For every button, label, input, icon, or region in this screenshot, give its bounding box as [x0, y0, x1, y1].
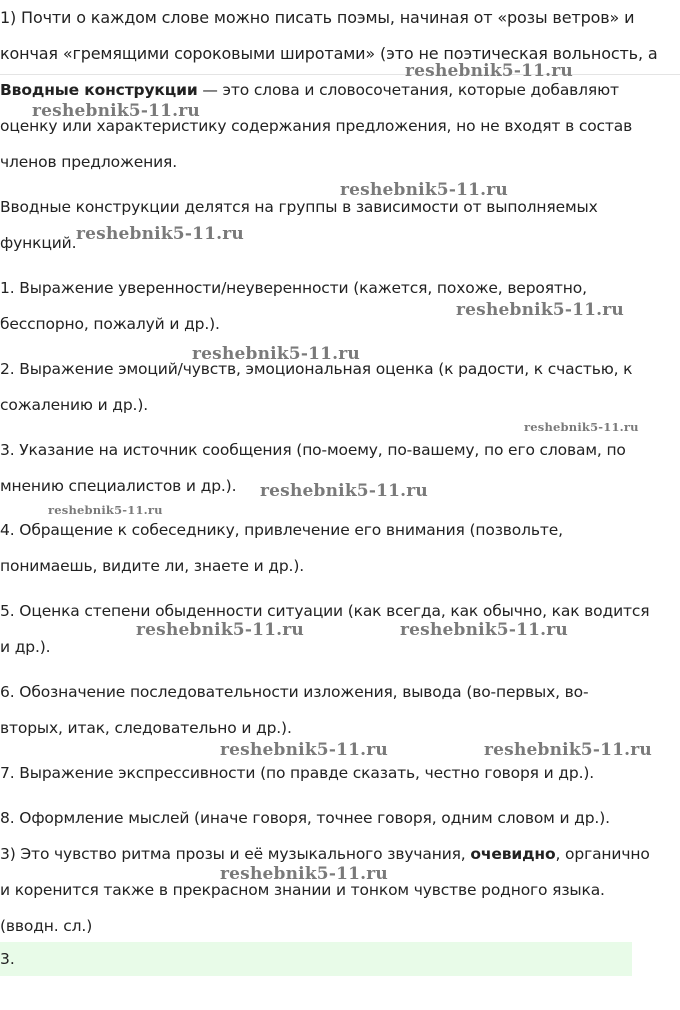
- group-3-line-1: 3. Указание на источник сообщения (по-моему, по-вашему, по его словам, по: [0, 441, 626, 459]
- sentence-3-end: , органично: [555, 845, 650, 863]
- watermark: reshebnik5-11.ru: [192, 344, 360, 364]
- group-7: 7. Выражение экспрессивности (по правде сказать, честно говоря и др.).: [0, 764, 595, 782]
- sentence-3-line-2: и коренится также в прекрасном знании и тонком чувстве родного языка.: [0, 881, 605, 899]
- group-5-line-1: 5. Оценка степени обыденности ситуации (как всегда, как обычно, как водится: [0, 602, 650, 620]
- group-1-line-2: бесспорно, пожалуй и др.).: [0, 315, 220, 333]
- watermark: reshebnik5-11.ru: [340, 180, 508, 200]
- theory-definition-line-2: оценку или характеристику содержания предложения, но не входят в состав: [0, 117, 633, 135]
- watermark: reshebnik5-11.ru: [260, 481, 428, 501]
- watermark: reshebnik5-11.ru: [48, 503, 163, 517]
- watermark: reshebnik5-11.ru: [405, 61, 573, 81]
- group-4-line-2: понимаешь, видите ли, знаете и др.).: [0, 557, 305, 575]
- watermark: reshebnik5-11.ru: [484, 740, 652, 760]
- watermark: reshebnik5-11.ru: [136, 620, 304, 640]
- sentence-3-note: (вводн. сл.): [0, 917, 93, 935]
- group-6-line-1: 6. Обозначение последовательности изложения, вывода (во-первых, во-: [0, 683, 589, 701]
- theory-definition-rest: — это слова и словосочетания, которые добавляют: [197, 81, 619, 99]
- sentence-3-line-1: [0, 844, 650, 864]
- group-2-line-2: сожалению и др.).: [0, 396, 148, 414]
- task-line-1: 1) Почти о каждом слове можно писать поэмы, начиная от «розы ветров» и: [0, 8, 635, 27]
- watermark: reshebnik5-11.ru: [32, 101, 200, 121]
- group-8: 8. Оформление мыслей (иначе говоря, точнее говоря, одним словом и др.).: [0, 809, 610, 827]
- group-4-line-1: 4. Обращение к собеседнику, привлечение его внимания (позвольте,: [0, 521, 563, 539]
- task-line-2: кончая «гремящими сороковыми широтами» (это не поэтическая вольность, а: [0, 44, 658, 63]
- watermark: reshebnik5-11.ru: [220, 864, 388, 884]
- group-5-line-2: и др.).: [0, 638, 51, 656]
- group-3-line-2: мнению специалистов и др.).: [0, 477, 237, 495]
- group-1-line-1: 1. Выражение уверенности/неуверенности (кажется, похоже, вероятно,: [0, 279, 587, 297]
- watermark: reshebnik5-11.ru: [456, 300, 624, 320]
- theory-term: Вводные конструкции: [0, 81, 198, 99]
- answer-text: 3.: [0, 950, 15, 968]
- answer-box: [0, 942, 632, 976]
- group-6-line-2: вторых, итак, следовательно и др.).: [0, 719, 292, 737]
- watermark: reshebnik5-11.ru: [76, 224, 244, 244]
- group-2-line-1: 2. Выражение эмоций/чувств, эмоциональная оценка (к радости, к счастью, к: [0, 360, 633, 378]
- theory-groups-line-2: функций.: [0, 234, 77, 252]
- watermark: reshebnik5-11.ru: [220, 740, 388, 760]
- section-divider: [0, 74, 680, 75]
- theory-groups-line-1: Вводные конструкции делятся на группы в зависимости от выполняемых: [0, 198, 598, 216]
- sentence-3-start: 3) Это чувство ритма прозы и её музыкального звучания,: [0, 845, 471, 863]
- watermark: reshebnik5-11.ru: [524, 420, 639, 434]
- theory-definition-line-3: членов предложения.: [0, 153, 178, 171]
- sentence-3-highlight: очевидно: [470, 845, 556, 863]
- watermark: reshebnik5-11.ru: [400, 620, 568, 640]
- theory-definition-line-1: [0, 80, 619, 100]
